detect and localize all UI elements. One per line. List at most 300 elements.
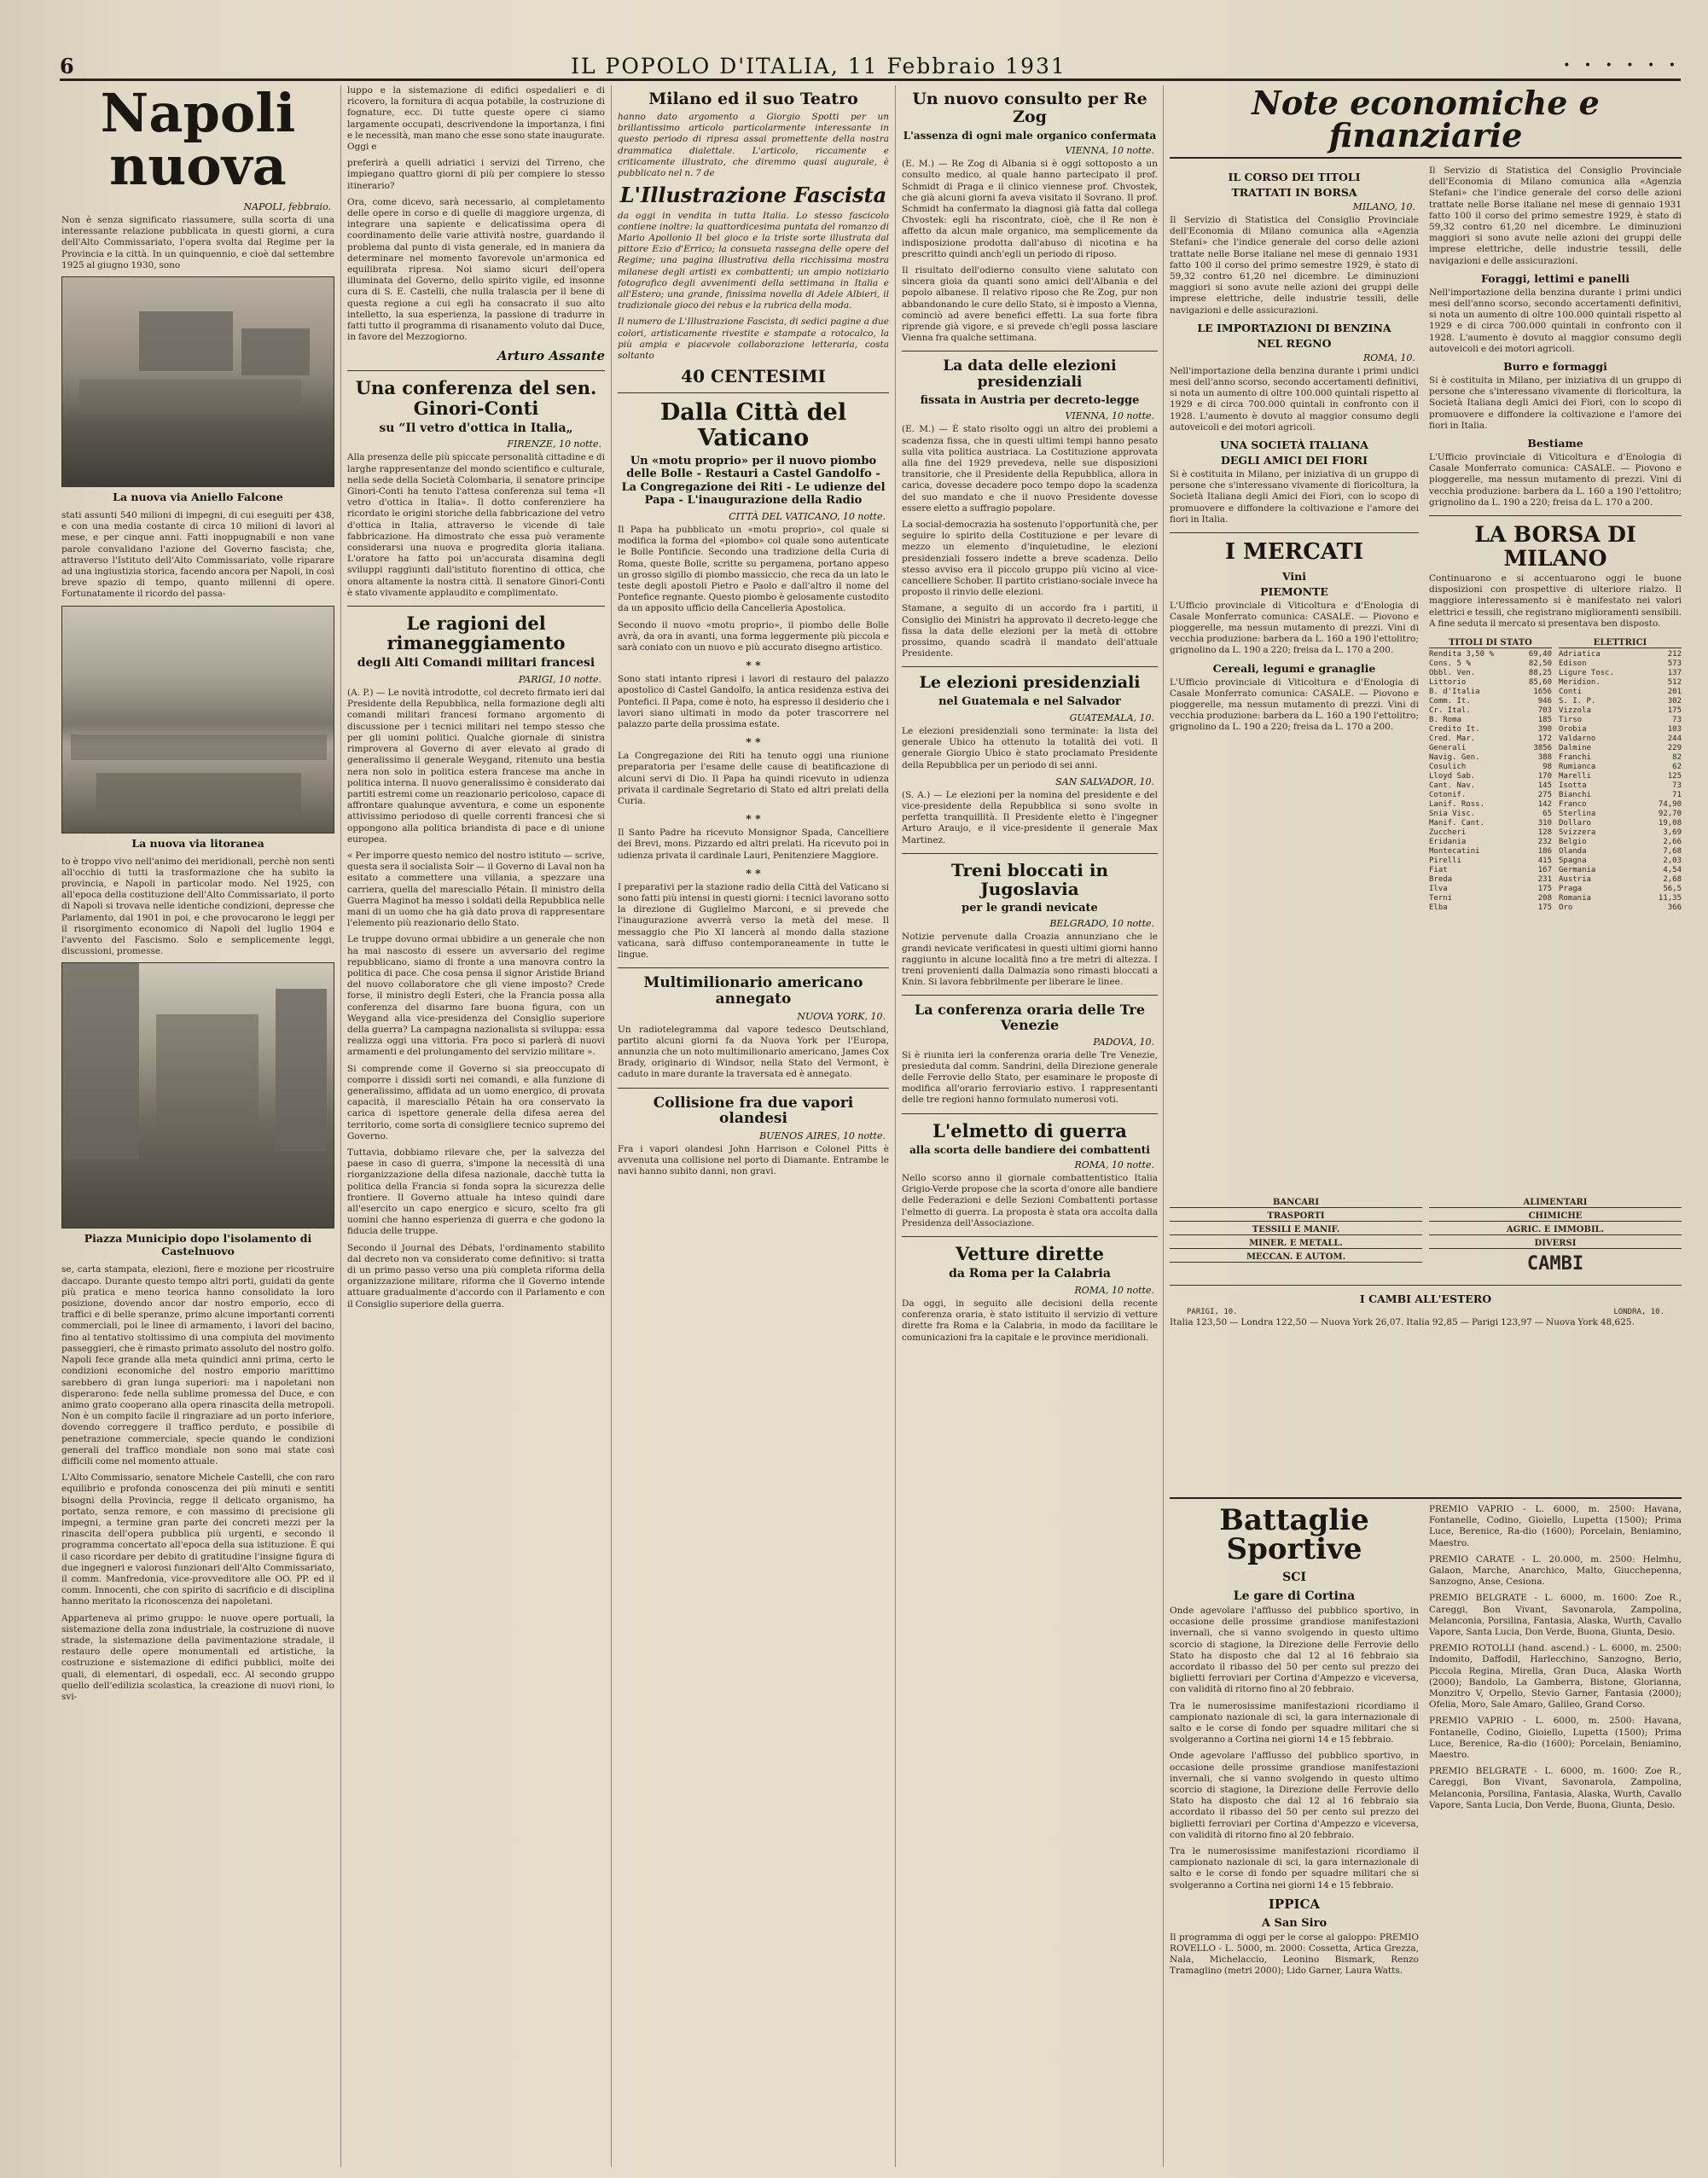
table-row bbox=[1559, 800, 1682, 810]
dateline: BUENOS AIRES, 10 notte. bbox=[759, 1130, 886, 1141]
table-heading: BANCARI bbox=[1170, 1198, 1422, 1208]
table-heading: TITOLI DI STATO bbox=[1429, 638, 1552, 648]
stock-value: 172 bbox=[1537, 735, 1552, 744]
table-row bbox=[1429, 903, 1552, 913]
article-paragraph: da oggi in vendita in tutta Italia. Lo stesso fascicolo contiene inoltre: la quattordicesima puntata del romanzo di Mario Apollonio Il bel gioco e la triste sorte illustrata dal pittore Ezio d'Errico; la consueta rassegna delle opere del Regime; una pagina illustrativa della ricchissima mostra milanese degli artisti ex combattenti; un ampio notiziario fotografico degli avvenimenti della settimana in Italia e all'Estero; una grande, finissima novella di Adele Albieri, il tradizionale gioco dei rebus e la rubrica della moda. bbox=[618, 210, 889, 311]
table-row bbox=[1559, 810, 1682, 819]
stock-value: 4,54 bbox=[1663, 866, 1682, 875]
stock-value: 231 bbox=[1537, 875, 1552, 885]
article-paragraph: I preparativi per la stazione radio della Città del Vaticano si sono fatti più intensi in questi giorni: i tecnici lavorano sotto la direzione di Guglielmo Marconi, e si prevede che l'inaugurazione avverrà verso la metà del mese. Il messaggio che Pio XI lancerà al mondo dalla stazione vaticana, sarà diffuso contemporaneamente in tutte le lingue. bbox=[618, 881, 889, 960]
stock-value: 71 bbox=[1672, 791, 1682, 800]
article-paragraph: Stamane, a seguito di un accordo fra i partiti, il Consiglio dei Ministri ha approvato il decreto-legge che fissa la data delle elezioni per la metà di ottobre prossimo, quando scadrà il mandato dell'attuale Presidente. bbox=[902, 603, 1158, 659]
table-row bbox=[1429, 847, 1552, 857]
headline-battaglie-sportive: Battaglie Sportive bbox=[1219, 1503, 1369, 1566]
article-paragraph: Il numero de L'Illustrazione Fascista, di sedici pagine a due colori, artisticamente rivestite e stampate a rotocalco, la più ampia e piacevole collaborazione letteraria, costa soltanto bbox=[618, 317, 889, 361]
stock-name: Cred. Mar. bbox=[1429, 735, 1476, 744]
dateline: PADOVA, 10. bbox=[1093, 1036, 1154, 1048]
article-paragraph: Il risultato dell'odierno consulto viene salutato con sincera gioia da quanti sono amici dell'Albania e del popolo albanese. Il relativo riposo che Re Zog, pur non abbandonando le cure dello Stato, si è imposto a Vienna, cominciò ad avere benefici effetti. La sua forte fibra riprende già vigore, e si prevede ch'egli possa lasciare Vienna fra qualche settimana. bbox=[902, 265, 1158, 344]
article-paragraph: Ora, come dicevo, sarà necessario, al completamento delle opere in corso e di quelle di maggiore urgenza, di integrare una sapiente e delicatissima opera di coordinamento delle varie attività nostre, guardando il problema dal punto di vista generale, ed in maniera da determinare nel momento favorevole un'armonica ed equilibrata ripresa. Noi siamo sicuri dell'opera illuminata del Governo, dello spirito vigile, ed insonne cura di S. E. Castelli, che nulla tralascia per il bene di questa regione a cui egli ha consacrato il suo alto intelletto, la sua esperienza, la passione di tradurre in fatti tutto il programma di risanamento voluto dal Duce, in favore del Mezzogiorno. bbox=[347, 196, 605, 343]
stock-value: 366 bbox=[1667, 903, 1682, 913]
stock-name: Credito It. bbox=[1429, 725, 1480, 735]
photo-via-aniello-falcone bbox=[61, 276, 334, 487]
table-row bbox=[1429, 725, 1552, 735]
table-row bbox=[1559, 697, 1682, 706]
article-paragraph: Onde agevolare l'afflusso del pubblico sportivo, in occasione delle prossime grandiose manifestazioni invernali, che si vanno svolgendo in questo ultimo scorcio di stagione, la Direzione delle Ferrovie dello Stato ha disposto che dal 12 al 16 febbraio sia accordato il ribasso del 50 per cento sul prezzo dei biglietti ferroviari per Cortina d'Ampezzo e viceversa, con validità di ritorno fino al 20 febbraio. bbox=[1170, 1751, 1419, 1840]
headline-i-mercati: I MERCATI bbox=[1224, 539, 1364, 566]
column-rule bbox=[1163, 85, 1164, 2167]
stock-name: Ligure Tosc. bbox=[1559, 669, 1615, 678]
section-heading: A San Siro bbox=[1261, 1916, 1327, 1930]
stock-name: Praga bbox=[1559, 885, 1583, 894]
table-row bbox=[1429, 697, 1552, 706]
article-paragraph: PREMIO BELGRATE - L. 6000, m. 1600: Zoe R., Careggi, Bon Vivant, Savonarola, Zampolina, Melanconia, Porsilina, Fantasia, Alaska, Wurth, Cavallo Vapore, Santa Lucia, Don Verde, Buona, Giunta, Desio. bbox=[1429, 1593, 1682, 1638]
stock-name: Svizzera bbox=[1559, 828, 1596, 838]
stock-value: 125 bbox=[1667, 772, 1682, 781]
stock-name: B. Roma bbox=[1429, 716, 1461, 725]
table-row bbox=[1559, 669, 1682, 678]
section-stars: * * bbox=[746, 735, 761, 749]
headline-note-economiche: Note economiche e finanziarie bbox=[1170, 87, 1682, 159]
table-row bbox=[1559, 659, 1682, 669]
photo-piazza-municipio bbox=[61, 962, 334, 1228]
stock-value: 92,70 bbox=[1658, 810, 1682, 819]
table-row bbox=[1559, 744, 1682, 753]
section-heading: Foraggi, lettimi e panelli bbox=[1481, 271, 1630, 285]
stock-value: 512 bbox=[1667, 678, 1682, 688]
stock-value: 137 bbox=[1667, 669, 1682, 678]
dateline: PARIGI, 10 notte. bbox=[518, 674, 601, 686]
table-row bbox=[1429, 706, 1552, 716]
table-heading: ELETTRICI bbox=[1559, 638, 1682, 648]
stock-name: Dollaro bbox=[1559, 819, 1591, 828]
article-paragraph: Secondo il nuovo «motu proprio», il piombo delle Bolle avrà, da ora in avanti, una forma leggermente più piccola e sarà coniato con un nuovo e più accurato disegno artistico. bbox=[618, 619, 889, 653]
article-paragraph: PREMIO BELGRATE - L. 6000, m. 1600: Zoe R., Careggi, Bon Vivant, Savonarola, Zampolina, Melanconia, Porsilina, Fantasia, Alaska, Wurth, Cavallo Vapore, Santa Lucia, Don Verde, Buona, Giunta, Desio. bbox=[1429, 1766, 1682, 1810]
stock-name: Generali bbox=[1429, 744, 1467, 753]
stock-value: 302 bbox=[1667, 697, 1682, 706]
stock-name: Ilva bbox=[1429, 885, 1448, 894]
table-row bbox=[1429, 763, 1552, 772]
stock-name: S. I. P. bbox=[1559, 697, 1596, 706]
table-heading: ALIMENTARI bbox=[1429, 1198, 1682, 1208]
price-label: 40 CENTESIMI bbox=[681, 366, 826, 387]
stock-name: Germania bbox=[1559, 866, 1596, 875]
article-paragraph: (S. A.) — Le elezioni per la nomina del presidente e del vice-presidente della Repubblica si sono svolte in perfetta tranquillità. Il Presidente eletto è l'ingegner Arturo Araujo, e il vice-presidente il generale Max Martinez. bbox=[902, 789, 1158, 845]
stock-name: Dalmine bbox=[1559, 744, 1591, 753]
column-rule bbox=[895, 85, 896, 2167]
stock-value: 69,40 bbox=[1528, 650, 1552, 659]
table-row bbox=[1429, 772, 1552, 781]
article-paragraph: Si è riunita ieri la conferenza oraria delle Tre Venezie, presieduta dal comm. Sandrini, della Direzione generale delle Ferrovie dello Stato, per esaminare le proposte di modifica all'orario ferroviario estivo. I rappresentanti delle tre regioni hanno formulato numerosi voti. bbox=[902, 1049, 1158, 1106]
table-row bbox=[1429, 753, 1552, 763]
stock-name: Bianchi bbox=[1559, 791, 1591, 800]
stock-name: Navig. Gen. bbox=[1429, 753, 1480, 763]
article-paragraph: Fra i vapori olandesi John Harrison e Colonel Pitts è avvenuta una collisione nel porto di Diamante. Entrambe le navi hanno subito danni, non gravi. bbox=[618, 1143, 889, 1177]
article-paragraph: La social-democrazia ha sostenuto l'opportunità che, per seguire lo spirito della Costituzione e per levare di mezzo un elemento d'inquietudine, le elezioni presidenziali fossero indette a breve scadenza. Dello stesso avviso era il piccolo gruppo più vicino al vice-cancelliere Schober. Il partito cristiano-sociale invece ha proposto il rinvio delle elezioni. bbox=[902, 520, 1158, 598]
stock-value: 73 bbox=[1672, 781, 1682, 791]
subheadline: L'assenza di ogni male organico confermata bbox=[903, 129, 1157, 142]
table-row bbox=[1429, 791, 1552, 800]
article-paragraph: Nello scorso anno il giornale combattentistico Italia Grigio-Verde propose che la scorta d'onore alle bandiere delle Federazioni e delle Sezioni Combattenti portasse l'elmetto di guerra. La proposta è stata ora accolta dalla Presidenza dell'Associazione. bbox=[902, 1173, 1158, 1228]
table-heading: DIVERSI bbox=[1429, 1239, 1682, 1249]
stock-name: Meridion. bbox=[1559, 678, 1601, 688]
table-row bbox=[1429, 894, 1552, 903]
stock-name: Comm. It. bbox=[1429, 697, 1471, 706]
stock-value: 2,66 bbox=[1663, 838, 1682, 847]
stock-value: 232 bbox=[1537, 838, 1552, 847]
stock-value: 201 bbox=[1667, 688, 1682, 697]
dateline: SAN SALVADOR, 10. bbox=[1055, 775, 1154, 787]
stock-name: Vizzola bbox=[1559, 706, 1591, 716]
table-row bbox=[1559, 678, 1682, 688]
section-heading: TRATTATI IN BORSA bbox=[1231, 186, 1357, 199]
table-row bbox=[1559, 735, 1682, 744]
dateline: ROMA, 10 notte. bbox=[1074, 1284, 1154, 1296]
section-heading: IPPICA bbox=[1268, 1896, 1321, 1912]
stock-name: Manif. Cant. bbox=[1429, 819, 1485, 828]
dateline: CITTÀ DEL VATICANO, 10 notte. bbox=[729, 510, 886, 522]
stock-value: 573 bbox=[1667, 659, 1682, 669]
stock-value: 186 bbox=[1537, 847, 1552, 857]
stock-name: Adriatica bbox=[1559, 650, 1601, 659]
finance-col-right bbox=[1429, 166, 1682, 913]
article-paragraph: Il Papa ha pubblicato un «motu proprio», col quale si modifica la forma del «piombo» col quale sono autenticate le Bolle Pontificie. Secondo una tradizione della Curia di Roma, queste Bolle, scritte su pergamena, portano appeso un grosso sigillo di piombo massiccio, che reca da un lato le teste degli apostoli Pietro e Paolo e dall'altro il nome del Pontefice regnante. Questo piombo è gelosamente custodito da un apposito ufficio della Cancelleria Apostolica. bbox=[618, 524, 889, 614]
subheadline: fissata in Austria per decreto-legge bbox=[920, 393, 1140, 407]
sport-col-left bbox=[1170, 1504, 1419, 1983]
photo-caption: La nuova via litoranea bbox=[131, 836, 264, 850]
stock-value: 11,35 bbox=[1658, 894, 1682, 903]
stock-tables bbox=[1429, 635, 1682, 913]
headline-milano-teatro: Milano ed il suo Teatro bbox=[648, 90, 858, 108]
stock-name: Conti bbox=[1559, 688, 1583, 697]
table-row bbox=[1429, 819, 1552, 828]
table-row bbox=[1429, 875, 1552, 885]
article-paragraph: Secondo il Journal des Débats, l'ordinamento stabilito dal decreto non va considerato come definitivo: si tratta di un primo passo verso una più completa riforma della organizzazione militare, riforma che il Governo intende attuare gradualmente d'accordo con il Parlamento e con il Consiglio superiore della guerra. bbox=[347, 1242, 605, 1310]
article-paragraph: Tra le numerosissime manifestazioni ricordiamo il campionato nazionale di sci, la gara internazionale di salto e le corse di fondo per squadre militari che si svolgeranno a Cortina nei giorni 14 e 15 febbraio. bbox=[1170, 1846, 1419, 1891]
stock-name: Snia Visc. bbox=[1429, 810, 1476, 819]
article-paragraph: L'Alto Commissario, senatore Michele Castelli, che con raro equilibrio e profonda conoscenza dei più minuti e sentiti bisogni della Provincia, regge il delicato organismo, ha portato, senza remore, e con massimo di precisione gli impegni, a termine gran parte dei concreti mezzi per la rinascita dell'opera pubblica più urgenti, e secondo il programma concertato all'epoca della sua istituzione. È qui il caso ricordare per debito di gratitudine l'insigne figura di due ingegneri e valorosi funzionari dell'Alto Commissariato, il comm. Manfredonia, vice-provveditore alle OO. PP. ed il comm. Innocenti, che con spirito di sacrificio e di disciplina hanno meritato la riconoscenza dei napoletani. bbox=[61, 1472, 334, 1607]
stock-name: Pirelli bbox=[1429, 857, 1461, 866]
article-paragraph: Si comprende come il Governo si sia preoccupato di comporre i dissidi sorti nei comandi, e alla funzione di generalissimo, affidata ad un uomo energico, di provata capacità, il maresciallo Pétain ha ora conservato la carica di ispettore generale della difesa aerea del territorio, come sorta di consigliere tecnico supremo del Governo. bbox=[347, 1063, 605, 1141]
headline-multimilionario: Multimilionario americano annegato bbox=[643, 974, 863, 1008]
stock-name: Rendita 3,50 % bbox=[1429, 650, 1494, 659]
stock-value: 310 bbox=[1537, 819, 1552, 828]
article-paragraph: PREMIO CARATE - L. 20.000, m. 2500: Helmhu, Galaon, Marche, Anarchico, Malto, Giucchepenna, Sanzogno, Anse, Cesiona. bbox=[1429, 1554, 1682, 1588]
stock-name: Austria bbox=[1559, 875, 1591, 885]
table-row bbox=[1559, 706, 1682, 716]
stock-value: 73 bbox=[1672, 716, 1682, 725]
stock-value: 2,68 bbox=[1663, 875, 1682, 885]
stock-name: Cosulich bbox=[1429, 763, 1467, 772]
stock-name: Cons. 5 % bbox=[1429, 659, 1471, 669]
table-heading: TESSILI E MANIF. bbox=[1170, 1225, 1422, 1235]
stock-name: Fiat bbox=[1429, 866, 1448, 875]
column-rule bbox=[611, 85, 612, 2167]
stock-value: 185 bbox=[1537, 716, 1552, 725]
stock-value: 175 bbox=[1537, 903, 1552, 913]
stock-rows-left bbox=[1429, 650, 1552, 913]
stock-name: Cant. Nav. bbox=[1429, 781, 1476, 791]
table-row bbox=[1429, 659, 1552, 669]
stock-name: Cotonif. bbox=[1429, 791, 1467, 800]
section-stars: * * bbox=[746, 659, 761, 672]
headline-re-zog: Un nuovo consulto per Re Zog bbox=[912, 90, 1147, 126]
stock-name: Franco bbox=[1559, 800, 1587, 810]
table-row bbox=[1429, 828, 1552, 838]
dateline: NUOVA YORK, 10. bbox=[797, 1010, 886, 1022]
stock-value: 946 bbox=[1537, 697, 1552, 706]
stock-value: 170 bbox=[1537, 772, 1552, 781]
article-paragraph: Le truppe dovuno ormai ubbidire a un generale che non ha mai nascosto di essere un avversario del regime repubblicano, siamo di fronte a una manovra contro la politica di pace. Che cosa pensa il signor Aristide Briand del nuovo collaboratore che gli viene imposto? Crede forse, il ministro degli Esteri, che la Francia possa alla conferenza del disarmo fare buona figura, con un Weygand alla vice-presidenza del Consiglio superiore della guerra? La campagna nazionalista si sviluppa: essa realizza oggi una vittoria. Fra poco si parlerà di nuovi armamenti e del prolungamento del servizio militare ». bbox=[347, 934, 605, 1058]
stock-value: 275 bbox=[1537, 791, 1552, 800]
headline-conferenza: Una conferenza del sen. Ginori-Conti bbox=[355, 377, 597, 419]
column-4 bbox=[902, 85, 1158, 2167]
stock-value: 7,68 bbox=[1663, 847, 1682, 857]
article-paragraph: « Per imporre questo nemico del nostro istituto — scrive, questa sera il socialista Soir — il Governo di Laval non ha esitato a commettere una villania, a spezzare una carriera, quella del maresciallo Pétain. Il ministro della Guerra Maginot ha messo i soldati della Repubblica nelle mani di un uomo che ha già dato prova di rappresentare l'elemento più reazionario dello Stato. bbox=[347, 850, 605, 929]
article-paragraph: PREMIO ROTOLLI (hand. ascend.) - L. 6000, m. 2500: Indomito, Daffodil, Harlecchino, Sanzogno, Berio, Piccola Regina, Mirella, Gran Duca, Alaska Worth (2000); Bandolo, La Gamberra, Bistone, Glorianna, Monzitro V, Orpello, Stevio Garner, Fantasia (2000); Ofelia, Moro, Sale Amaro, Galileo, Grand Corso. bbox=[1429, 1643, 1682, 1710]
subheadline: su “Il vetro d'ottica in Italia„ bbox=[379, 421, 573, 435]
stock-name: Littorio bbox=[1429, 678, 1467, 688]
column-rule bbox=[340, 85, 341, 2167]
section-heading: Burro e formaggi bbox=[1503, 360, 1607, 374]
article-paragraph: Apparteneva al primo gruppo: le nuove opere portuali, la sistemazione della zona industriale, la costruzione di nuove strade, la sistemazione della pavimentazione stradale, il restauro delle opere monumentali ed artistiche, la costruzione e sistemazione di edifici pubblici, molte dei quali, di elementari, di ospedali, ecc. Al secondo gruppo quello dell'edilizia scolastica, la creazione di nuovi rioni, lo svi- bbox=[61, 1612, 334, 1702]
section-heading: DEGLI AMICI DEI FIORI bbox=[1221, 454, 1368, 468]
dateline: ROMA, 10 notte. bbox=[1074, 1159, 1154, 1171]
stock-value: 82 bbox=[1672, 753, 1682, 763]
column-1 bbox=[61, 85, 334, 2167]
article-paragraph: (A. P.) — Le novità introdotte, col decreto firmato ieri dal Presidente della Repubblica, nella formazione degli alti comandi militari francesi formano argomento di discussione per i tecnici militari nel tempo stesso che per gli uomini politici. Qualche giornale di sinistra rimprovera al Governo di aver elevato al grado di generalissimo il generale Weygand, ritenuto una bestia nera non solo in politica estera francese ma anche in politica interna. Il nuovo generalissimo è considerato dai partiti estremi come un reazionario pericoloso, capace di affrontare qualunque avventura, e come un esponente attivissimo periodoso di quelle correnti francesi che si oppongono alla politica briandista di pace e di unione europea. bbox=[347, 688, 605, 845]
stock-value: 390 bbox=[1537, 725, 1552, 735]
stock-value: 3856 bbox=[1533, 744, 1552, 753]
article-paragraph: L'Ufficio provinciale di Viticoltura e d'Enologia di Casale Monferrato comunica: CASALE. — Piovono e pioggerelle, ma nessun mutamento di prezzi. Vini di vecchia produzione: barbera da L. 160 a 190 l'ettolitro; grignolino da L. 190 a 220; freisa da L. 170 a 200. bbox=[1170, 677, 1419, 733]
stock-value: 145 bbox=[1537, 781, 1552, 791]
table-row bbox=[1559, 857, 1682, 866]
stock-name: Isotta bbox=[1559, 781, 1587, 791]
dateline: MILANO, 10. bbox=[1352, 201, 1415, 212]
headline-elmetto: L'elmetto di guerra bbox=[932, 1119, 1127, 1141]
table-row bbox=[1429, 669, 1552, 678]
subheadline: nel Guatemala e nel Salvador bbox=[938, 695, 1121, 709]
masthead: IL POPOLO D'ITALIA, 11 Febbraio 1931 bbox=[571, 53, 1066, 78]
stock-name: Oro bbox=[1559, 903, 1573, 913]
photo-caption: La nuova via Aniello Falcone bbox=[113, 491, 283, 504]
sport-section bbox=[1170, 1497, 1682, 2174]
table-row bbox=[1429, 735, 1552, 744]
article-paragraph: La Congregazione dei Riti ha tenuto oggi una riunione preparatoria per l'esame delle cause di beatificazione di alcuni servi di Dio. Il Papa ha quindi ricevuto in udienza privata il cardinale Segretario di Stato ed altri prelati della Curia. bbox=[618, 751, 889, 806]
headline-elezioni-austria: La data delle elezioni presidenziali bbox=[943, 357, 1117, 392]
stock-name: Montecatini bbox=[1429, 847, 1480, 857]
section-heading: SCI bbox=[1282, 1571, 1306, 1584]
stock-value: 244 bbox=[1667, 735, 1682, 744]
stock-name: Olanda bbox=[1559, 847, 1587, 857]
table-row bbox=[1429, 810, 1552, 819]
stock-value: 212 bbox=[1667, 650, 1682, 659]
table-row bbox=[1429, 688, 1552, 697]
page-header bbox=[60, 53, 1681, 81]
section-heading: Vini bbox=[1281, 569, 1307, 583]
stock-name: Edison bbox=[1559, 659, 1587, 669]
section-heading: LE IMPORTAZIONI DI BENZINA bbox=[1197, 321, 1391, 334]
stock-value: 175 bbox=[1537, 885, 1552, 894]
stock-value: 62 bbox=[1672, 763, 1682, 772]
headline-treni-jugoslavia: Treni bloccati in Jugoslavia bbox=[951, 859, 1108, 899]
stock-value: 229 bbox=[1667, 744, 1682, 753]
section-heading: UNA SOCIETÀ ITALIANA bbox=[1220, 439, 1368, 452]
column-2 bbox=[347, 85, 605, 2167]
subheadline: alla scorta delle bandiere dei combattenti bbox=[909, 1143, 1150, 1156]
table-row bbox=[1429, 650, 1552, 659]
headline-vetture-dirette: Vetture dirette bbox=[956, 1243, 1104, 1265]
article-paragraph: Tra le numerosissime manifestazioni ricordiamo il campionato nazionale di sci, la gara internazionale di salto e le corse di fondo per squadre militari che si svolgeranno a Cortina nei giorni 14 e 15 febbraio. bbox=[1170, 1700, 1419, 1745]
table-row bbox=[1559, 716, 1682, 725]
stock-value: 19,08 bbox=[1658, 819, 1682, 828]
table-row bbox=[1559, 791, 1682, 800]
table-row bbox=[1559, 763, 1682, 772]
stock-name: Obbl. Ven. bbox=[1429, 669, 1476, 678]
column-3 bbox=[618, 85, 889, 2167]
table-row bbox=[1559, 781, 1682, 791]
article-paragraph: Alla presenza delle più spiccate personalità cittadine e di larghe rappresentanze del mondo scientifico e culturale, nella sede della Società Colombaria, il senatore principe Ginori-Conti ha tenuto l'attesa conferenza sul tema «Il vetro d'ottica in Italia». Il dotto conferenziere ha ricordato le origini storiche della fabbricazione del vetro d'ottica in Italia, attraverso le vicende di tale fabbricazione. Ha dimostrato che essa può veramente considerarsi una nuova e progredita gloria italiana. L'oratore ha fatto poi un'accurata disamina degli sviluppi raggiunti dall'istituto fiorentino di ottica, che onora altamente la nostra città. Il senatore Ginori-Conti è stato vivamente applaudito e complimentato. bbox=[347, 452, 605, 598]
headline-rimaneggiamento: Le ragioni del rimaneggiamento bbox=[386, 613, 566, 654]
table-row bbox=[1429, 885, 1552, 894]
table-row bbox=[1559, 885, 1682, 894]
section-heading: Cereali, legumi e granaglie bbox=[1212, 661, 1376, 675]
stock-name: Valdarno bbox=[1559, 735, 1596, 744]
table-row bbox=[1559, 650, 1682, 659]
stock-value: 415 bbox=[1537, 857, 1552, 866]
dateline: ROMA, 10. bbox=[1363, 351, 1415, 363]
byline: Arturo Assante bbox=[497, 348, 605, 364]
article-paragraph: Nell'importazione della benzina durante i primi undici mesi dell'anno scorso, secondo accertamenti definitivi, si nota un aumento di oltre 100.000 quintali rispetto al 1929 e di circa 700.000 quintali in confronto con il 1928. L'aumento è dovuto al maggior consumo degli autoveicoli e dei motori agricoli. bbox=[1429, 287, 1682, 354]
dateline: GUATEMALA, 10. bbox=[1069, 711, 1154, 723]
table-row bbox=[1429, 866, 1552, 875]
article-paragraph: Continuarono e si accentuarono oggi le buone disposizioni con prospettive di ulteriore rialzo. Il maggiore interessamento si è manifestato nei valori elettrici e tessili, che registrano miglioramenti sensibili. A fine seduta il mercato si presentava ben disposto. bbox=[1429, 573, 1682, 629]
article-paragraph: PREMIO VAPRIO - L. 6000, m. 2500: Havana, Fontanelle, Codino, Gioiello, Lupetta (1500); Prima Luce, Berenice, Ra-dio (1600); Porcelain, Beniamino, Maestro. bbox=[1429, 1504, 1682, 1548]
section-heading: PIEMONTE bbox=[1260, 584, 1328, 598]
article-paragraph: (E. M.) — È stato risolto oggi un altro dei problemi a scadenza fissa, che in questi ultimi tempi hanno pesato sulla vita politica austriaca. La Costituzione approvata alla fine del 1929 prevedeva, nelle sue disposizioni transitorie, che il Presidente della Repubblica, allora in carica, dovesse decadere poco tempo dopo la scadenza del suo mandato e che il nuovo Presidente dovesse essere eletto a suffragio popolare. bbox=[902, 424, 1158, 514]
section-stars: * * bbox=[746, 812, 761, 826]
article-paragraph: (E. M.) — Re Zog di Albania si è oggi sottoposto a un consulto medico, al quale hanno partecipato il prof. Schmidt di Praga e il clinico viennese prof. Chvostek, che già alcuni giorni fa aveva visitato il Sovrano. Il prof. Schmidt ha confermato la diagnosi già fatta dal collega Chvostek: egli ha riscontrato, cioè, che il Re non è affetto da alcun male organico, ma semplicemente da indisposizione prodotta dall'abuso di nicotina e ha prescritto quindi anch'egli un periodo di riposo. bbox=[902, 159, 1158, 259]
stock-name: Eridania bbox=[1429, 838, 1467, 847]
table-heading-cambi: CAMBI bbox=[1526, 1253, 1584, 1275]
article-paragraph: Tuttavia, dobbiamo rilevare che, per la salvezza del paese in caso di guerra, s'impone la necessità di una riorganizzazione della difesa nazionale, dacchè tutta la politica della Francia si fonda sopra la sicurezza delle frontiere. Il Governo attuale ha inteso quindi dare all'esercito un capo energico e sicuro, scelto fra gli uomini che hanno esperienza di guerra e che godono la fiducia delle truppe. bbox=[347, 1147, 605, 1237]
table-row bbox=[1559, 688, 1682, 697]
dateline: VIENNA, 10 notte. bbox=[1065, 410, 1154, 422]
stock-value: 142 bbox=[1537, 800, 1552, 810]
subheadline: per le grandi nevicate bbox=[961, 901, 1098, 915]
table-row bbox=[1429, 781, 1552, 791]
headline-conferenza-oraria: La conferenza oraria delle Tre Venezie bbox=[914, 1002, 1146, 1033]
table-heading: AGRIC. E IMMOBIL. bbox=[1429, 1225, 1682, 1235]
table-heading: TRASPORTI bbox=[1170, 1211, 1422, 1222]
stock-value: 703 bbox=[1537, 706, 1552, 716]
table-row bbox=[1429, 800, 1552, 810]
section-heading: NEL REGNO bbox=[1257, 336, 1332, 350]
article-paragraph: hanno dato argomento a Giorgio Spotti per un brillantissimo articolo particolarmente interessante in questo periodo di ripresa assai promettente della nostra drammatica dialettale. L'articolo, riccamente e criticamente illustrato, che diremmo quasi augurale, è pubblicato nel n. 7 de bbox=[618, 111, 889, 178]
stock-value: 98 bbox=[1542, 763, 1552, 772]
finance-tables-lower bbox=[1170, 1194, 1682, 1484]
article-paragraph: Un radiotelegramma dal vapore tedesco Deutschland, partito alcuni giorni fa da Nuova York per l'Europa, annunzia che un noto multimilionario americano, James Cox Brady, originario di Windsor, nella Stato del Vermont, è caduto in mare durante la traversata ed è annegato. bbox=[618, 1024, 889, 1080]
stock-rows-right bbox=[1559, 650, 1682, 913]
table-row bbox=[1559, 866, 1682, 875]
dateline: NAPOLI, febbraio. bbox=[243, 201, 331, 212]
table-row bbox=[1559, 847, 1682, 857]
stock-name: Tirso bbox=[1559, 716, 1583, 725]
article-paragraph: Si è costituita in Milano, per iniziativa di un gruppo di persone che s'interessano vivamente di floricoltura, la Società Italiana degli Amici dei Fiori, con lo scopo di promuovere e diffondere la coltivazione e l'amore dei fiori in Italia. bbox=[1429, 375, 1682, 431]
table-row bbox=[1559, 903, 1682, 913]
photo-caption: Piazza Municipio dopo l'isolamento di Castelnuovo bbox=[84, 1232, 312, 1258]
dateline: LONDRA, 10. bbox=[1613, 1308, 1664, 1317]
subheadline: da Roma per la Calabria bbox=[949, 1267, 1111, 1281]
stock-name: Franchi bbox=[1559, 753, 1591, 763]
article-paragraph: Sono stati intanto ripresi i lavori di restauro del palazzo apostolico di Castel Gandolfo, la antica residenza estiva dei Pontefici. Il Papa, come è noto, ha espresso il desiderio che i lavori siano ultimati in modo da poter trascorrere nel palazzo parte della prossima estate. bbox=[618, 674, 889, 729]
table-row bbox=[1559, 875, 1682, 885]
headline-borsa-milano: LA BORSA DI MILANO bbox=[1474, 522, 1636, 571]
stock-name: Cr. Ital. bbox=[1429, 706, 1471, 716]
page-number: 6 bbox=[60, 53, 74, 78]
dateline: PARIGI, 10. bbox=[1187, 1308, 1238, 1317]
stock-value: 1656 bbox=[1533, 688, 1552, 697]
article-paragraph: Il programma di oggi per le corse al galoppo: PREMIO ROVELLO - L. 5000, m. 2000: Cossetta, Artica Grezza, Nala, Michelaccio, Leonino Bismark, Renzo Tramaglino (metri 2000); Lido Garner, Laura Watts. bbox=[1170, 1931, 1419, 1977]
photo-via-litoranea bbox=[61, 606, 334, 833]
stock-value: 128 bbox=[1537, 828, 1552, 838]
stock-name: Lanif. Ross. bbox=[1429, 800, 1485, 810]
stock-name: Romania bbox=[1559, 894, 1591, 903]
stock-value: 103 bbox=[1667, 725, 1682, 735]
article-paragraph: Onde agevolare l'afflusso del pubblico sportivo, in occasione delle prossime grandiose manifestazioni invernali, che si vanno svolgendo in questo ultimo scorcio di stagione, la Direzione delle Ferrovie dello Stato ha disposto che dal 12 al 16 febbraio sia accordato il ribasso del 50 per cento sul prezzo dei biglietti ferroviari per Cortina d'Ampezzo e viceversa, con validità di ritorno fino al 20 febbraio. bbox=[1170, 1606, 1419, 1695]
dateline: VIENNA, 10 notte. bbox=[1065, 145, 1154, 157]
stock-value: 175 bbox=[1667, 706, 1682, 716]
stock-name: Zuccheri bbox=[1429, 828, 1467, 838]
finance-section bbox=[1170, 85, 1682, 1275]
table-row bbox=[1429, 838, 1552, 847]
stock-value: 167 bbox=[1537, 866, 1552, 875]
header-ornament: • • • • • • bbox=[1563, 59, 1681, 73]
table-heading: CHIMICHE bbox=[1429, 1211, 1682, 1222]
stock-name: Terni bbox=[1429, 894, 1453, 903]
stock-value: 82,50 bbox=[1528, 659, 1552, 669]
article-paragraph: Il Servizio di Statistica del Consiglio Provinciale dell'Economia di Milano comunica alla «Agenzia Stefani» che l'indice generale del corso delle azioni trattate nelle Borse italiane nel mese di gennaio 1931 fatto 100 il corso del primo semestre 1929, è stato di 59,32 contro 61,20 nel dicembre. Le diminuzioni maggiori si sono avute nelle azioni dei gruppi delle imprese elettriche, delle industrie tessili, delle navigazioni e delle assicurazioni. bbox=[1429, 166, 1682, 266]
finance-col-left bbox=[1170, 166, 1419, 913]
article-paragraph: Non è senza significato riassumere, sulla scorta di una interessante relazione pubblicata in questi giorni, a cura dell'Alto Commissariato, l'opera svolta dal Regime per la Provincia e la città. In un quinquennio, e cioè dal settembre 1925 al giugno 1930, sono bbox=[61, 215, 334, 270]
table-row bbox=[1559, 772, 1682, 781]
article-paragraph: to è troppo vivo nell'animo dei meridionali, perchè non sentì all'occhio di tutti la trasformazione che ha subìto la provincia, e Napoli in particolar modo. Nel 1925, con all'epoca della costituzione dell'Alto Commissariato, il porto di Napoli si trovava nelle identiche condizioni, depresse che Parlamento, dal 1901 in poi, e che provocarono le leggi per il risorgimento economico di Napoli del luglio 1904 e l'avvento del Fascismo. Solo e semplicemente leggi, discussioni, promesse. bbox=[61, 856, 334, 957]
stock-name: Orobia bbox=[1559, 725, 1587, 735]
subheadline: Un «motu proprio» per il nuovo piombo delle Bolle - Restauri a Castel Gandolfo - La Congregazione dei Riti - Le udienze del Papa - L'inaugurazione della Radio bbox=[621, 454, 886, 508]
article-paragraph: L'Ufficio provinciale di Viticoltura e d'Enologia di Casale Monferrato comunica: CASALE. — Piovono e pioggerelle, ma nessun mutamento di prezzi. Vini di vecchia produzione: barbera da L. 160 a 190 l'ettolitro; grignolino da L. 190 a 220; freisa da L. 170 a 200. bbox=[1429, 452, 1682, 508]
headline-collisione: Collisione fra due vapori olandesi bbox=[653, 1094, 854, 1128]
stock-name: Elba bbox=[1429, 903, 1448, 913]
article-paragraph: stati assunti 540 milioni di impegni, di cui eseguiti per 438, e con una media costante di circa 10 milioni di lavori al mese, e per cinque anni. Fatti inoppugnabili e non vane parole convalidano l'azione del Governo fascista; che, attraverso l'Istituto dell'Alto Commissariato, volle riparare ad una ingiustizia storica, facendo ancora per Napoli, in così breve spazio di tempo, quanto millenni di opere. Fortunatamente il ricordo del passa- bbox=[61, 510, 334, 600]
article-paragraph: L'Ufficio provinciale di Viticoltura e d'Enologia di Casale Monferrato comunica: CASALE. — Piovono e pioggerelle, ma nessun mutamento di prezzi. Vini di vecchia produzione: barbera da L. 160 a 190 l'ettolitro; grignolino da L. 190 a 220; freisa da L. 170 a 200. bbox=[1170, 600, 1419, 656]
stock-value: 56,5 bbox=[1663, 885, 1682, 894]
section-heading: Bestiame bbox=[1527, 437, 1583, 450]
table-row bbox=[1559, 819, 1682, 828]
section-heading: IL CORSO DEI TITOLI bbox=[1228, 171, 1361, 183]
stock-name: Breda bbox=[1429, 875, 1453, 885]
sport-col-right bbox=[1429, 1504, 1682, 1983]
stock-value: 3,69 bbox=[1663, 828, 1682, 838]
section-stars: * * bbox=[746, 866, 761, 880]
table-row bbox=[1559, 894, 1682, 903]
article-paragraph: Nell'importazione della benzina durante i primi undici mesi dell'anno scorso, secondo accertamenti definitivi, si nota un aumento di oltre 100.000 quintali rispetto al 1929 e di circa 700.000 quintali in confronto con il 1928. L'aumento è dovuto al maggior consumo degli autoveicoli e dei motori agricoli. bbox=[1170, 365, 1419, 433]
headline-illustrazione-fascista: L'Illustrazione Fascista bbox=[619, 183, 887, 208]
dateline: FIRENZE, 10 notte. bbox=[507, 439, 601, 450]
section-heading: Le gare di Cortina bbox=[1233, 1589, 1356, 1603]
stock-name: Belgio bbox=[1559, 838, 1587, 847]
stock-name: Sterlina bbox=[1559, 810, 1596, 819]
article-paragraph: Il Servizio di Statistica del Consiglio Provinciale dell'Economia di Milano comunica alla «Agenzia Stefani» che l'indice generale del corso delle azioni trattate nelle Borse italiane nel mese di gennaio 1931 fatto 100 il corso del primo semestre 1929, è stato di 59,32 contro 61,20 nel dicembre. Le diminuzioni maggiori si sono avute nelle azioni dei gruppi delle imprese elettriche, delle industrie tessili, delle navigazioni e delle assicurazioni. bbox=[1170, 215, 1419, 316]
stock-value: 74,90 bbox=[1658, 800, 1682, 810]
